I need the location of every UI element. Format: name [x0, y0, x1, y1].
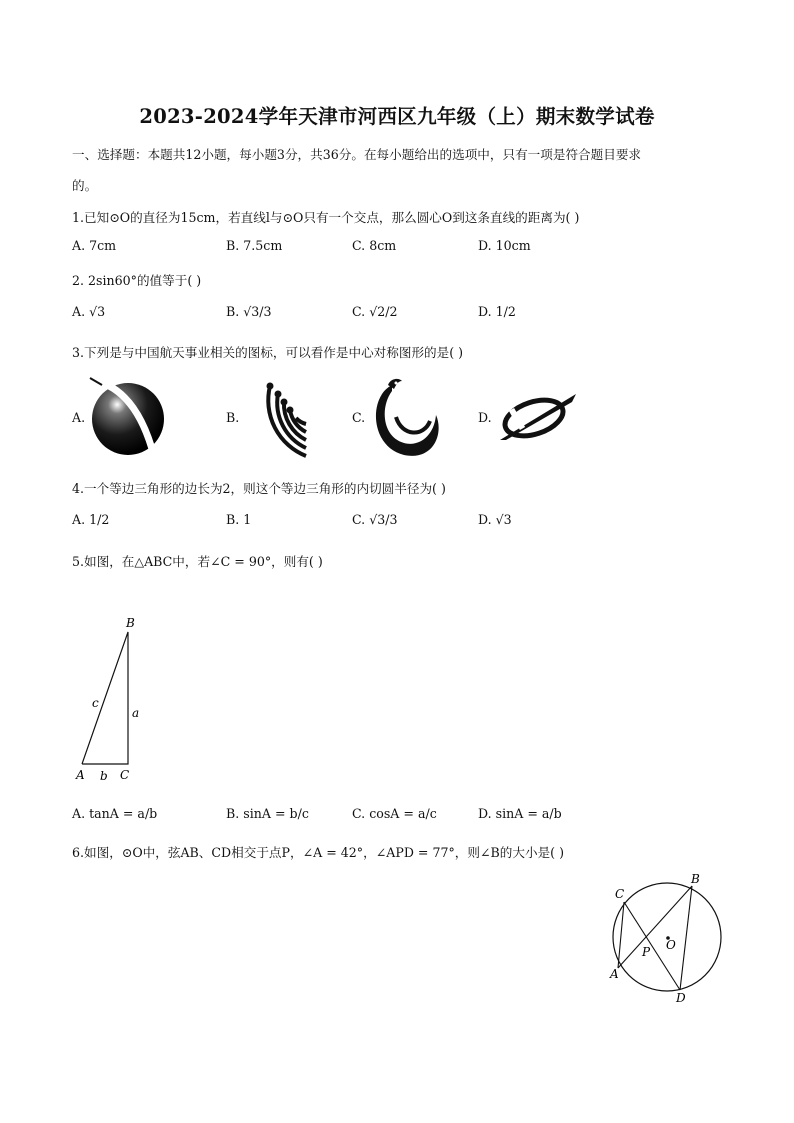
- label-P: P: [642, 945, 651, 959]
- label-c: c: [92, 696, 99, 710]
- page-title: 2023-2024学年天津市河西区九年级（上）期末数学试卷: [139, 105, 655, 128]
- label-b: b: [100, 769, 108, 783]
- section-intro-line2: 的。: [72, 178, 98, 193]
- q3-option-b: B.: [226, 410, 240, 425]
- logo-arcs-icon: [240, 378, 316, 458]
- q1-option-b: B. 7.5cm: [226, 238, 283, 253]
- label-D: D: [676, 991, 686, 1005]
- q5-option-c: C. cosA = a/c: [352, 806, 437, 821]
- q3-option-c: C.: [352, 410, 366, 425]
- q3-option-a: A.: [72, 410, 86, 425]
- q1-option-c: C. 8cm: [352, 238, 397, 253]
- section-intro-line1: 一、选择题：本题共12小题，每小题3分，共36分。在每小题给出的选项中，只有一项是符合题目要求: [72, 147, 642, 162]
- q2-option-d: D. 1/2: [478, 304, 516, 319]
- label-B: B: [126, 616, 135, 630]
- circle-chords-figure: [604, 868, 730, 1008]
- q2-option-c: C. √2/2: [352, 304, 398, 319]
- label-C: C: [615, 887, 625, 901]
- question-5-stem: 5.如图，在△ABC中，若∠C = 90°，则有( ): [72, 554, 323, 569]
- question-1-stem: 1.已知⊙O的直径为15cm，若直线l与⊙O只有一个交点，那么圆心O到这条直线的距离为( ): [72, 210, 580, 225]
- q1-option-a: A. 7cm: [72, 238, 117, 253]
- triangle-abc-figure: [70, 612, 150, 788]
- q5-option-b: B. sinA = b/c: [226, 806, 309, 821]
- label-B: B: [691, 872, 700, 886]
- logo-sphere-icon: [88, 376, 168, 458]
- q1-option-d: D. 10cm: [478, 238, 531, 253]
- label-C: C: [120, 768, 130, 782]
- q4-option-c: C. √3/3: [352, 512, 398, 527]
- logo-orbit-z-icon: [496, 392, 580, 442]
- label-A: A: [76, 768, 85, 782]
- q5-option-a: A. tanA = a/b: [72, 806, 158, 821]
- q4-option-d: D. √3: [478, 512, 512, 527]
- label-a: a: [132, 706, 140, 720]
- logo-phoenix-icon: [368, 377, 444, 459]
- q4-option-a: A. 1/2: [72, 512, 110, 527]
- label-A: A: [610, 967, 619, 981]
- question-3-stem: 3.下列是与中国航天事业相关的图标，可以看作是中心对称图形的是( ): [72, 345, 464, 360]
- question-2-stem: 2. 2sin60°的值等于( ): [72, 273, 202, 288]
- q2-option-b: B. √3/3: [226, 304, 272, 319]
- question-6-stem: 6.如图，⊙O中，弦AB、CD相交于点P，∠A = 42°，∠APD = 77°，则∠B的大小是( ): [72, 845, 564, 860]
- q3-option-d: D.: [478, 410, 492, 425]
- question-4-stem: 4.一个等边三角形的边长为2，则这个等边三角形的内切圆半径为( ): [72, 481, 446, 496]
- label-O: O: [666, 938, 676, 952]
- q4-option-b: B. 1: [226, 512, 252, 527]
- q2-option-a: A. √3: [72, 304, 106, 319]
- q5-option-d: D. sinA = a/b: [478, 806, 562, 821]
